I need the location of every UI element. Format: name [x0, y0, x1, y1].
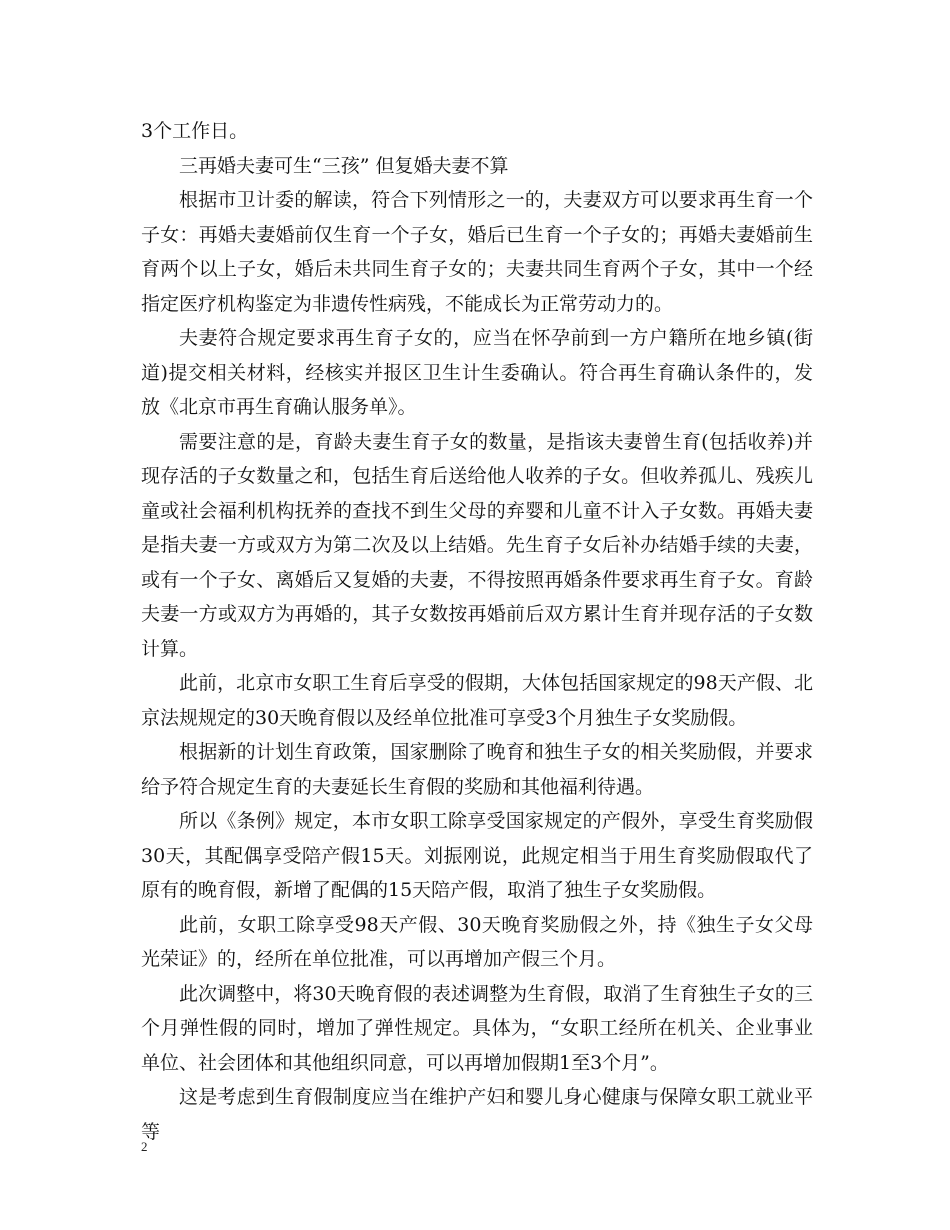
paragraph-continuation: 3个工作日。: [141, 120, 249, 142]
document-body: [141, 114, 813, 1149]
paragraph: 需要注意的是，育龄夫妻生育子女的数量，是指该夫妻曾生育(包括收养)并现存活的子女数量之和，包括生育后送给他人收养的子女。但收养孤儿、残疾儿童或社会福利机构抚养的查找不到生父母的弃婴和儿童不计入子女数。再婚夫妻是指夫妻一方或双方为第二次及以上结婚。先生育子女后补办结婚手续的夫妻，或有一个子女、离婚后又复婚的夫妻，不得按照再婚条件要求再生育子女。育龄夫妻一方或双方为再婚的，其子女数按再婚前后双方累计生育并现存活的子女数计算。: [141, 430, 813, 660]
paragraph: 所以《条例》规定，本市女职工除享受国家规定的产假外，享受生育奖励假30天，其配偶享受陪产假15天。刘振刚说，此规定相当于用生育奖励假取代了原有的晚育假，新增了配偶的15天陪产假，取消了独生子女奖励假。: [141, 810, 813, 901]
paragraph: 此前，北京市女职工生育后享受的假期，大体包括国家规定的98天产假、北京法规规定的30天晚育假以及经单位批准可享受3个月独生子女奖励假。: [141, 672, 813, 729]
section-heading: 三再婚夫妻可生“三孩” 但复婚夫妻不算: [179, 154, 509, 177]
paragraph: 此次调整中，将30天晚育假的表述调整为生育假，取消了生育独生子女的三个月弹性假的同时，增加了弹性规定。具体为，“女职工经所在机关、企业事业单位、社会团体和其他组织同意，可以再增加假期1至3个月”。: [141, 982, 813, 1074]
paragraph: 根据市卫计委的解读，符合下列情形之一的，夫妻双方可以要求再生育一个子女：再婚夫妻婚前仅生育一个子女，婚后已生育一个子女的；再婚夫妻婚前生育两个以上子女，婚后未共同生育子女的；夫妻共同生育两个子女，其中一个经指定医疗机构鉴定为非遗传性病残，不能成长为正常劳动力的。: [141, 189, 813, 315]
page-number: 2: [141, 1139, 148, 1154]
paragraph: 此前，女职工除享受98天产假、30天晚育奖励假之外，持《独生子女父母光荣证》的，经所在单位批准，可以再增加产假三个月。: [141, 913, 813, 970]
paragraph: 夫妻符合规定要求再生育子女的，应当在怀孕前到一方户籍所在地乡镇(街道)提交相关材料，经核实并报区卫生计生委确认。符合再生育确认条件的，发放《北京市再生育确认服务单》。: [141, 327, 813, 418]
paragraph: 这是考虑到生育假制度应当在维护产妇和婴儿身心健康与保障女职工就业平等: [141, 1086, 813, 1143]
paragraph: 根据新的计划生育政策，国家删除了晚育和独生子女的相关奖励假，并要求给予符合规定生育的夫妻延长生育假的奖励和其他福利待遇。: [141, 741, 813, 798]
